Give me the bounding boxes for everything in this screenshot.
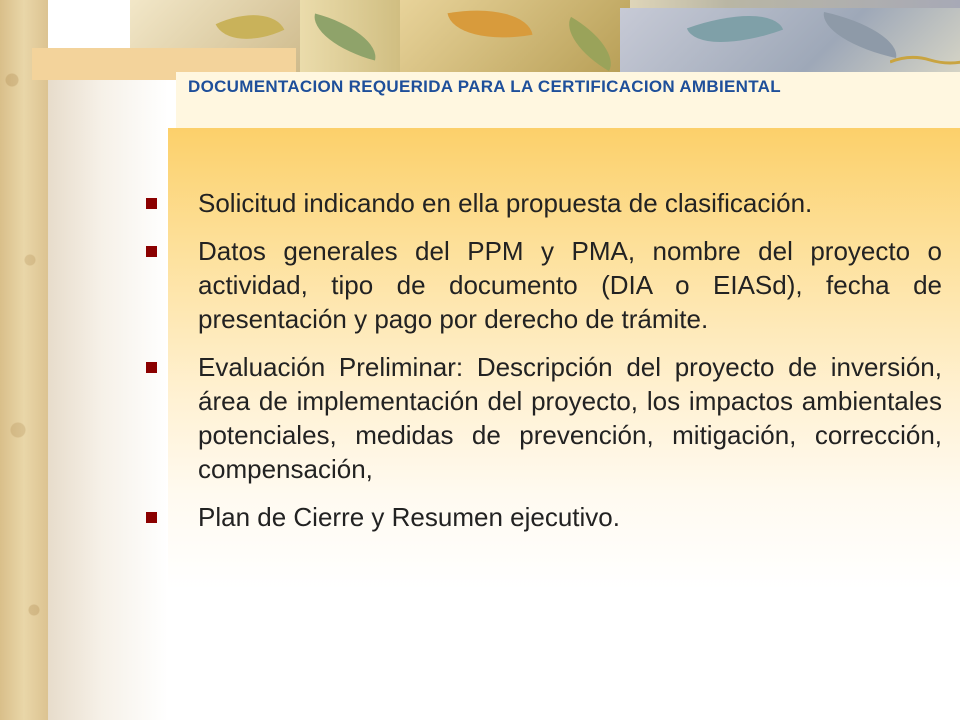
banner-tile (620, 8, 960, 80)
bullet-list (146, 186, 942, 548)
bullet-text: Plan de Cierre y Resumen ejecutivo. (198, 502, 620, 532)
bullet-text: Datos generales del PPM y PMA, nombre del proyecto o actividad, tipo de documento (DIA o EIASd), fecha de presentación y pago por derecho de trámite. (198, 236, 942, 334)
list-item (146, 500, 942, 534)
list-item (146, 186, 942, 220)
square-bullet-icon (146, 362, 157, 373)
wave-line-decoration (890, 52, 960, 66)
list-item (146, 234, 942, 336)
parchment-border (0, 0, 48, 720)
list-item (146, 350, 942, 486)
bullet-text: Solicitud indicando en ella propuesta de clasificación. (198, 188, 813, 218)
bullet-text: Evaluación Preliminar: Descripción del proyecto de inversión, área de implementación del proyecto, los impactos ambientales potenciales, medidas de prevención, mitigación, corrección, compensación, (198, 352, 942, 484)
leaf-icon (307, 13, 382, 60)
square-bullet-icon (146, 246, 157, 257)
square-bullet-icon (146, 512, 157, 523)
square-bullet-icon (146, 198, 157, 209)
slide-title: DOCUMENTACION REQUERIDA PARA LA CERTIFICACION AMBIENTAL (188, 77, 781, 96)
